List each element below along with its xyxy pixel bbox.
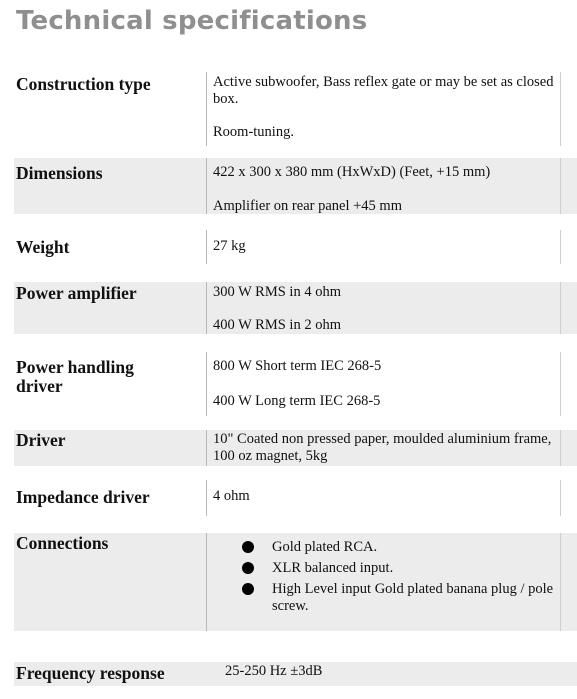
spec-row-connections bbox=[0, 533, 577, 631]
spec-value: Amplifier on rear panel +45 mm bbox=[213, 198, 402, 214]
page-title: Technical specifications bbox=[16, 6, 368, 36]
spec-value: 27 kg bbox=[213, 238, 246, 254]
spec-label: Driver bbox=[16, 430, 66, 450]
spec-value: 10" Coated non pressed paper, moulded aluminium frame, 100 oz magnet, 5kg bbox=[213, 431, 552, 464]
spec-label: Frequency response bbox=[16, 663, 165, 683]
spec-row-power-amplifier bbox=[0, 282, 577, 334]
spec-row-impedance bbox=[0, 480, 577, 516]
spec-label: Weight bbox=[16, 237, 70, 257]
spec-label: Impedance driver bbox=[16, 487, 150, 507]
spec-value: 422 x 300 x 380 mm (HxWxD) (Feet, +15 mm) bbox=[213, 164, 491, 180]
spec-row-dimensions bbox=[0, 158, 577, 214]
connections-list bbox=[240, 539, 560, 619]
spec-row-weight bbox=[0, 230, 577, 264]
spec-label: Power amplifier bbox=[16, 283, 137, 303]
spec-value: 25-250 Hz ±3dB bbox=[225, 663, 323, 679]
spec-row-power-handling bbox=[0, 352, 577, 416]
spec-value: Active subwoofer, Bass reflex gate or may be set as closed box. bbox=[213, 74, 554, 107]
spec-value: 400 W Long term IEC 268-5 bbox=[213, 393, 381, 409]
spec-row-frequency bbox=[0, 662, 577, 686]
spec-value: 300 W RMS in 4 ohm bbox=[213, 284, 341, 300]
spec-label: Connections bbox=[16, 533, 109, 553]
spec-value: 800 W Short term IEC 268-5 bbox=[213, 358, 382, 374]
spec-label: Power handling driver bbox=[16, 357, 134, 396]
bullet-icon bbox=[242, 583, 254, 595]
list-item: XLR balanced input. bbox=[240, 560, 560, 577]
spec-row-driver bbox=[0, 430, 577, 466]
spec-value: 4 ohm bbox=[213, 488, 250, 504]
bullet-icon bbox=[242, 562, 254, 574]
spec-label: Dimensions bbox=[16, 163, 103, 183]
spec-value: Room-tuning. bbox=[213, 124, 294, 140]
spec-label: Construction type bbox=[16, 74, 151, 94]
spec-value: 400 W RMS in 2 ohm bbox=[213, 317, 341, 333]
list-item: Gold plated RCA. bbox=[240, 539, 560, 556]
spec-row-construction-type bbox=[0, 72, 577, 146]
bullet-icon bbox=[242, 541, 254, 553]
list-item: High Level input Gold plated banana plug / pole screw. bbox=[240, 581, 560, 615]
